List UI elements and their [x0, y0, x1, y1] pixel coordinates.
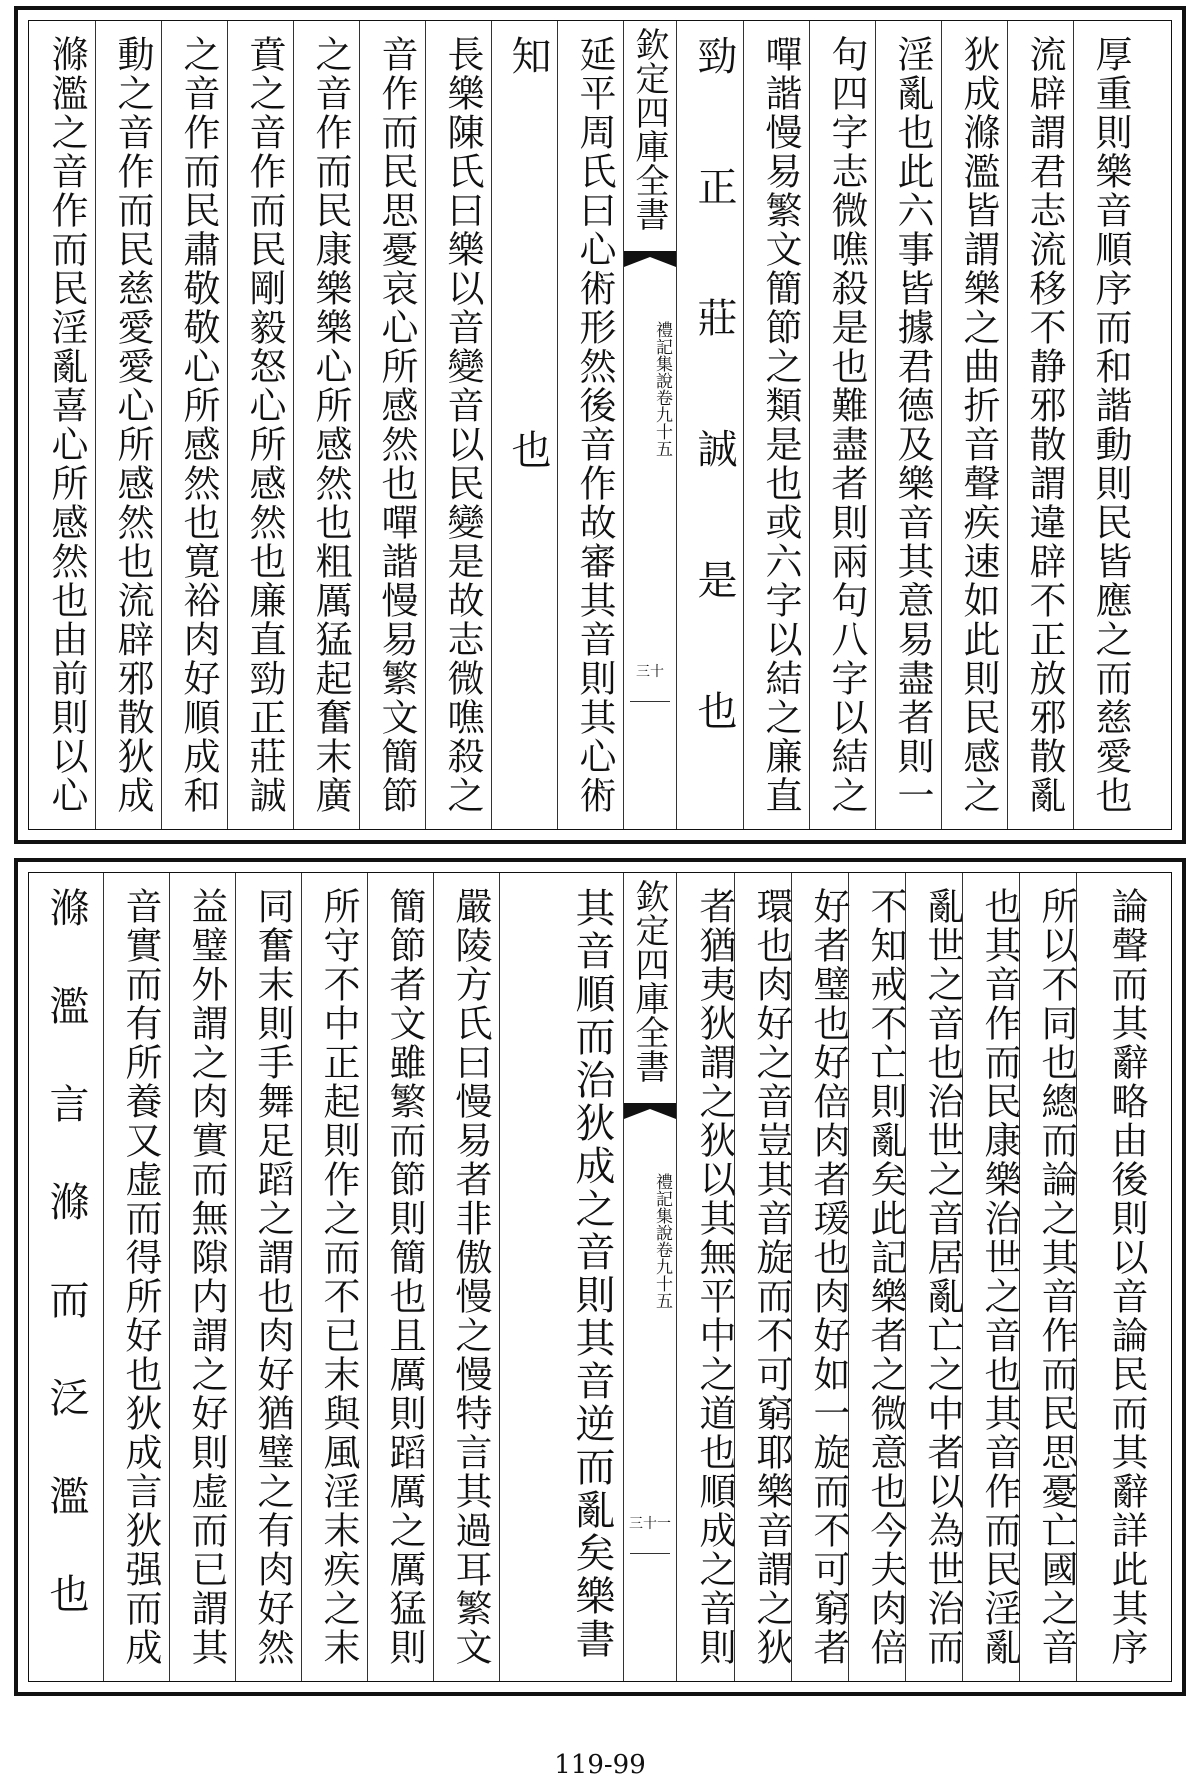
column-text: 嚴陵方氏曰慢易者非傲慢之慢特言其過耳繁文 [449, 887, 492, 1667]
text-column [161, 21, 229, 829]
text-column [1073, 21, 1141, 829]
column-text: 流辟謂君志流移不静邪散謂違辟不正放邪散亂 [1023, 35, 1066, 815]
text-column [95, 21, 163, 829]
text-column [367, 873, 435, 1681]
column-text: 簡節者文雖繁而節則簡也且厲則蹈厲之厲猛則 [383, 887, 426, 1667]
text-column [491, 21, 559, 829]
column-text: 好者璧也好倍肉者瑗也肉好如一旋而不可窮者 [807, 887, 850, 1667]
fishtail-mark [624, 1103, 676, 1119]
column-text: 滌濫言滌而泛濫也 [43, 887, 89, 1671]
column-text: 動之音作而民慈愛愛心所感然也流辟邪散狄成 [111, 35, 154, 815]
text-column [227, 21, 295, 829]
column-text: 亂世之音也治世之音居亂亡之中者以為世治而 [921, 887, 964, 1667]
column-text: 所守不中正起則作之而不已末與風淫末疾之末 [317, 887, 360, 1667]
text-column [677, 21, 745, 829]
text-column [425, 21, 493, 829]
text-column [235, 873, 303, 1681]
column-text: 滌濫之音作而民淫亂喜心所感然也由前則以心 [45, 35, 88, 815]
volume-label: 禮記集說卷九十五 [652, 321, 672, 457]
column-text: 所以不同也總而論之其音作而民思憂亡國之音 [1035, 887, 1078, 1667]
column-text: 音實而有所養又虚而得所好也狄成言狄强而成 [119, 887, 162, 1667]
top-page-frame [28, 20, 1172, 830]
column-text: 賁之音作而民剛毅怒心所感然也廉直勁正莊誠 [243, 35, 286, 815]
page-number: 三十 [636, 664, 664, 680]
text-column [1007, 21, 1075, 829]
center-fold-column [623, 21, 677, 829]
text-column [875, 21, 943, 829]
text-column [809, 21, 877, 829]
center-fold-column [623, 873, 677, 1681]
column-text: 不知戒不亡則亂矣此記樂者之微意也今夫肉倍 [864, 887, 907, 1667]
column-text: 也其音作而民康樂治世之音也其音作而民淫亂 [978, 887, 1021, 1667]
fold-divider [630, 701, 670, 702]
book-title: 欽定四庫全書 [629, 879, 669, 1083]
column-text: 者猶夷狄謂之狄以其無平中之道也順成之音則 [693, 887, 736, 1667]
column-text: 厚重則樂音順序而和諧動則民皆應之而慈愛也 [1089, 35, 1132, 815]
text-column [499, 873, 623, 1681]
page-number: 三十一 [629, 1516, 671, 1532]
book-title: 欽定四庫全書 [629, 27, 669, 231]
column-text: 音作而民思憂哀心所感然也嘽諧慢易繁文簡節 [375, 35, 418, 815]
column-text: 益璧外謂之肉實而無隙内謂之好則虚而已謂其 [185, 887, 228, 1667]
text-column [557, 21, 625, 829]
fishtail-mark [624, 251, 676, 267]
column-text: 同奮末則手舞足蹈之謂也肉好猶璧之有肉好然 [251, 887, 294, 1667]
column-text: 知也 [505, 35, 551, 823]
text-column [433, 873, 501, 1681]
column-text: 之音作而民肅敬敬心所感然也寛裕肉好順成和 [177, 35, 220, 815]
column-text: 其音順而治狄成之音則其音逆而亂矣樂書 [569, 887, 615, 1661]
column-text: 淫亂也此六事皆據君德及樂音其意易盡者則一 [891, 35, 934, 815]
text-column [359, 21, 427, 829]
column-text: 嘽諧慢易繁文簡節之類是也或六字以結之廉直 [759, 35, 802, 815]
top-page [14, 6, 1186, 844]
text-column [29, 873, 97, 1681]
text-column [103, 873, 171, 1681]
column-text: 句四字志微噍殺是也難盡者則兩句八字以結之 [825, 35, 868, 815]
text-column [29, 21, 97, 829]
text-column [1076, 873, 1157, 1681]
text-column [169, 873, 237, 1681]
column-text: 之音作而民康樂樂心所感然也粗厲猛起奮末廣 [309, 35, 352, 815]
column-text: 延平周氏曰心術形然後音作故審其音則其心術 [573, 35, 616, 815]
column-text: 長樂陳氏曰樂以音變音以民變是故志微噍殺之 [441, 35, 484, 815]
bottom-page-frame [28, 872, 1172, 1682]
bottom-page [14, 858, 1186, 1696]
column-text: 勁正莊誠是也 [691, 35, 737, 821]
text-column [743, 21, 811, 829]
fold-divider [630, 1553, 670, 1554]
text-column [293, 21, 361, 829]
column-text: 論聲而其辭略由後則以音論民而其辭詳此其序 [1105, 887, 1148, 1667]
text-column [941, 21, 1009, 829]
volume-label: 禮記集說卷九十五 [652, 1173, 672, 1309]
page-footer-number: 119-99 [554, 1750, 646, 1780]
column-text: 狄成滌濫皆謂樂之曲折音聲疾速如此則民感之 [957, 35, 1000, 815]
text-column [301, 873, 369, 1681]
column-text: 環也肉好之音豈其音旋而不可窮耶樂音謂之狄 [750, 887, 793, 1667]
